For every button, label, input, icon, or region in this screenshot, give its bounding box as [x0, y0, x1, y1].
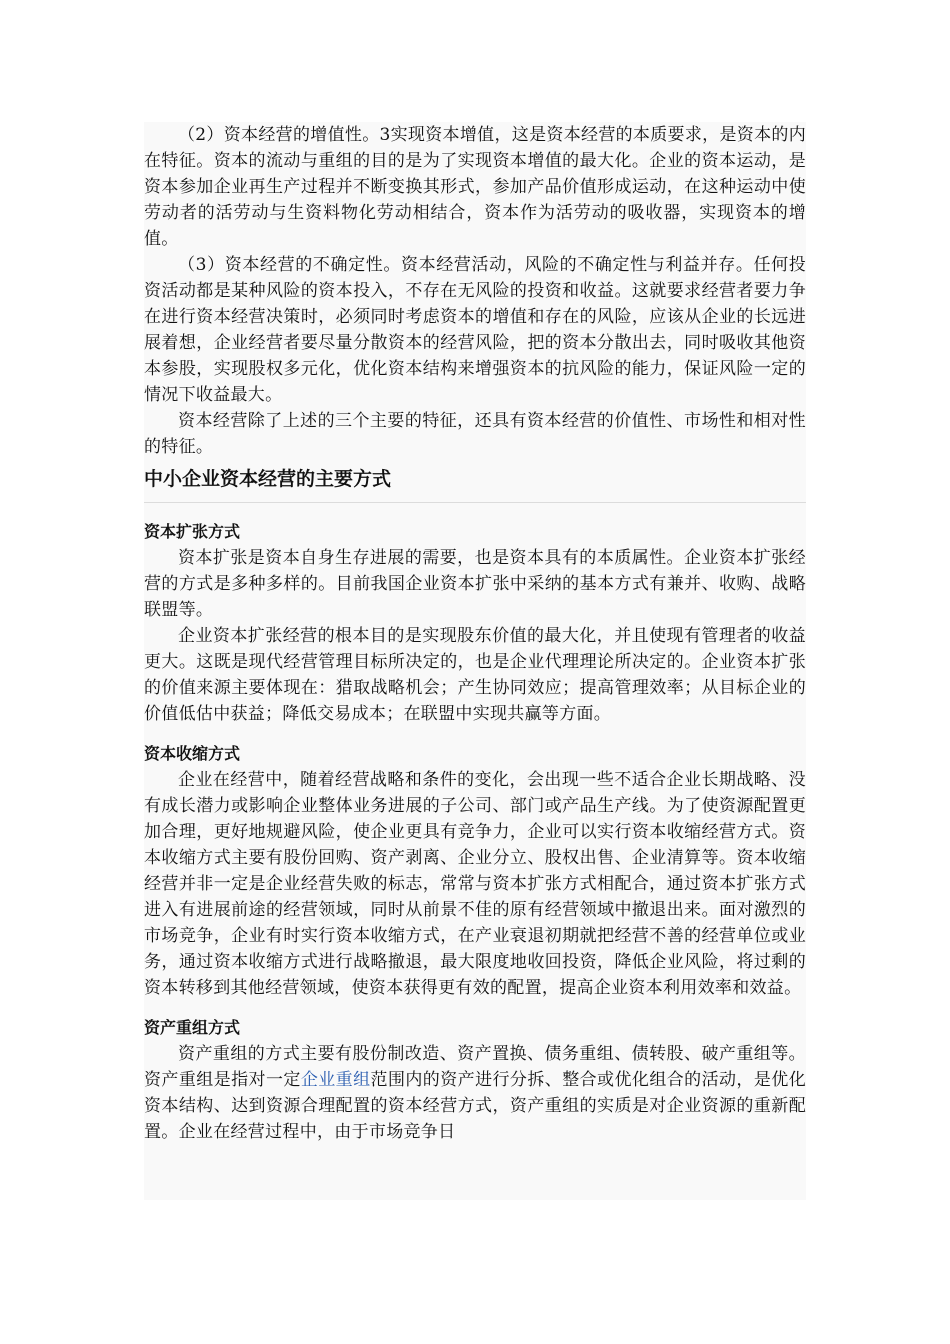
paragraph-uncertainty: （3）资本经营的不确定性。资本经营活动，风险的不确定性与利益并存。任何投资活动都是某种风险的资本投入，不存在无风险的投资和收益。这就要求经营者要力争在进行资本经营决策时，必须同时考虑资本的增值和存在的风险，应该从企业的长远进展着想，企业经营者要尽量分散资本的经营风险，把的资本分散出去，同时吸收其他资本参股，实现股权多元化，优化资本结构来增强资本的抗风险的能力，保证风险一定的情况下收益最大。: [144, 255, 806, 405]
heading-asset-restructuring: 资产重组方式: [144, 1018, 241, 1037]
restructuring-text-part1: 资产重组的方式主要有股份制改造、资产置换、债务重组、债转股、破产重组等。资产重组是指对一定: [144, 1044, 806, 1090]
paragraph-restructuring: [144, 1041, 806, 1145]
paragraph-expansion-2: 企业资本扩张经营的根本目的是实现股东价值的最大化，并且使现有管理者的收益更大。这既是现代经营管理目标所决定的，也是企业代理理论所决定的。企业资本扩张的价值来源主要体现在：猎取战略机会；产生协同效应；提高管理效率；从目标企业的价值低估中获益；降低交易成本；在联盟中实现共赢等方面。: [144, 626, 806, 724]
spacer: [144, 503, 806, 519]
section-title: 中小企业资本经营的主要方式: [144, 460, 806, 503]
heading-capital-contraction: 资本收缩方式: [144, 744, 241, 763]
enterprise-restructuring-link[interactable]: 企业重组: [300, 1070, 371, 1090]
heading-capital-expansion: 资本扩张方式: [144, 522, 241, 541]
spacer: [144, 727, 806, 741]
paragraph-value-added: （2）资本经营的增值性。3实现资本增值，这是资本经营的本质要求，是资本的内在特征。资本的流动与重组的目的是为了实现资本增值的最大化。企业的资本运动，是资本参加企业再生产过程并不断变换其形式，参加产品价值形成运动，在这种运动中使劳动者的活劳动与生资料物化劳动相结合，资本作为活劳动的吸收器，实现资本的增值。: [144, 125, 806, 249]
restructuring-text-part2: 范围内的资产进行分拆、整合或优化组合的活动，是优化资本结构、达到资源合理配置的资本经营方式，资产重组的实质是对企业资源的重新配置。企业在经营过程中，由于市场竞争日: [144, 1070, 806, 1142]
paragraph-other-features: 资本经营除了上述的三个主要的特征，还具有资本经营的价值性、市场性和相对性的特征。: [144, 411, 806, 457]
document-body: [144, 122, 806, 1200]
spacer: [144, 1001, 806, 1015]
paragraph-expansion-1: 资本扩张是资本自身生存进展的需要，也是资本具有的本质属性。企业资本扩张经营的方式是多种多样的。目前我国企业资本扩张中采纳的基本方式有兼并、收购、战略联盟等。: [144, 548, 806, 620]
paragraph-contraction: 企业在经营中，随着经营战略和条件的变化，会出现一些不适合企业长期战略、没有成长潜力或影响企业整体业务进展的子公司、部门或产品生产线。为了使资源配置更加合理，更好地规避风险，使企业更具有竞争力，企业可以实行资本收缩经营方式。资本收缩方式主要有股份回购、资产剥离、企业分立、股权出售、企业清算等。资本收缩经营并非一定是企业经营失败的标志，常常与资本扩张方式相配合，通过资本扩张方式进入有进展前途的经营领域，同时从前景不佳的原有经营领域中撤退出来。面对激烈的市场竞争，企业有时实行资本收缩方式，在产业衰退初期就把经营不善的经营单位或业务，通过资本收缩方式进行战略撤退，最大限度地收回投资，降低企业风险，将过剩的资本转移到其他经营领域，使资本获得更有效的配置，提高企业资本利用效率和效益。: [144, 770, 806, 998]
